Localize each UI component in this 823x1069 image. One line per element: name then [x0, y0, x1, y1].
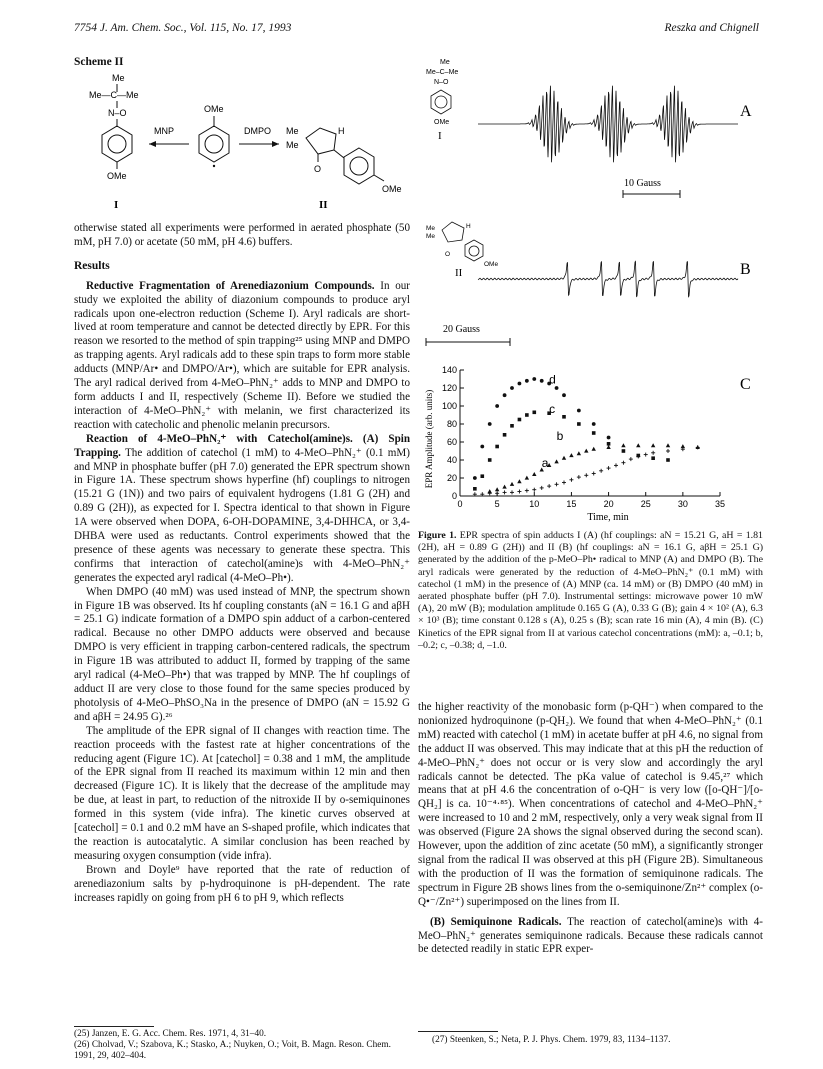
- spectrum-b-trace: [478, 261, 738, 296]
- scheme-ome-left: OMe: [107, 171, 127, 181]
- fig-struct-ome-b: OMe: [484, 261, 499, 268]
- data-point-c: [636, 454, 640, 458]
- data-point-d: [607, 436, 611, 440]
- data-point-b: [636, 443, 640, 447]
- chart-y-tick-label: 60: [446, 437, 457, 447]
- data-point-d: [540, 379, 544, 383]
- scheme-structures: [74, 48, 424, 218]
- series-label-c: c: [549, 402, 556, 417]
- series-label-b: b: [556, 429, 564, 444]
- scheme-ome-center: OMe: [204, 104, 224, 114]
- scheme-o: O: [314, 164, 322, 174]
- caption-body: EPR spectra of spin adducts I (A) (hf couplings: aN = 15.21 G, aH = 1.81 (2H), aH = 0.89 G (2H)) and II (B) (hf couplings: aN = 16.1 G, aβH = 25.1 G) generated by the addition of the p-MeO–Ph• radical to MNP (A) and DMPO (B). The aryl radicals were generated by the reduction of 4-MeO–PhN₂⁺ (0.1 mM) with catechol (1 mM) in the presence of (A) MNP (ca. 14 mM) or (B) DMPO (40 mM) in aerated phosphate buffer (pH 7.0). Instrumental settings: microwave power 10 mW (A), 20 mW (B); modulation amplitude 0.165 G (A), 0.33 G (B); gain 4 × 10² (A), 6.3 × 10³ (B); time constant 0.128 s (A), 0.25 s (B); scan rate 16 min (A), 4 min (B). (C) Kinetics of the EPR signal from II at various catechol concentrations (mM): a, –0.1; b, –0.2; c, –0.38; d, –1.0.: [418, 530, 763, 651]
- data-point-c: [518, 418, 522, 422]
- paragraph-catechol-reaction: [74, 433, 410, 586]
- data-point-c: [562, 415, 566, 419]
- data-point-b: [525, 476, 529, 480]
- paragraph-amplitude: The amplitude of the EPR signal of II changes with reaction time. The reaction proceeds with the fastest rate at higher concentrations of the reducing agent (Figure 1C). At [catechol] = 0.38 and 1 mM, the amplitude of the EPR signal from II reached its maximum within 12 min and then decreased (Figure 1C). It is likely that the decrease of the amplitude may be due, at least in part, to reduction of the nitroxide II by o-semiquinones formed in this system (vide infra). The kinetic curves observed at [catechol] = 0.1 and 0.2 mM have an S-shaped profile, which indicates that the reaction is autocatalytic. A similar conclusion has been reached by measuring oxygen consumption (vide infra).: [74, 724, 410, 862]
- figure-structure-i: [426, 59, 458, 142]
- footnote-25: (25) Janzen, E. G. Acc. Chem. Res. 1971, 4, 31–40.: [74, 1029, 267, 1039]
- paragraph-dmpo: When DMPO (40 mM) was used instead of MNP, the spectrum shown in Figure 1B was observed. Its hf coupling constants (aN = 16.1 G and aβH = 25.1 G) indicate formation of a DMPO spin adduct of a carbon-centered radical. Because no other DMPO adducts were observed and because DMPO is very efficient in trapping carbon-centered radicals, the spectrum in Figure 1B was attributed to adduct II, formed by trapping of the same aryl radical (4-MeO–Ph•) that was trapped by MNP. The hf couplings of adduct II are very close to those found for the same species produced by photolysis of 4-MeO–PhSO₃Na in the presence of DMPO (aN = 15.92 G and aβH = 24.95 G).²⁶: [74, 585, 410, 723]
- data-point-d: [577, 409, 581, 413]
- chart-x-tick-label: 20: [603, 499, 614, 509]
- scheme-nitroxide: N–O: [108, 108, 127, 118]
- series-label-a: a: [541, 456, 549, 471]
- data-point-d: [495, 404, 499, 408]
- data-point-b: [554, 459, 558, 463]
- data-point-b: [651, 443, 655, 447]
- data-point-c: [622, 449, 626, 453]
- data-point-c: [503, 433, 507, 437]
- scheme-me-c-me: Me—C—Me: [89, 90, 139, 100]
- chart-y-tick-label: 0: [451, 491, 457, 501]
- fig-struct-me-b: Me: [426, 225, 436, 232]
- data-point-d: [480, 445, 484, 449]
- data-point-d: [518, 382, 522, 386]
- data-point-d: [473, 476, 477, 480]
- data-point-b: [510, 482, 514, 486]
- figure-1: [418, 44, 763, 524]
- figure-structure-ii: [426, 222, 498, 279]
- chart-y-tick-label: 100: [441, 401, 457, 411]
- data-point-d: [488, 422, 492, 426]
- chart-y-tick-label: 140: [441, 365, 457, 375]
- scheme-title: Scheme II: [74, 56, 124, 68]
- fig-struct-label-ii: II: [455, 267, 463, 279]
- data-point-c: [666, 458, 670, 462]
- fig-struct-label-i: I: [438, 130, 442, 142]
- chart-y-tick-label: 80: [446, 419, 457, 429]
- fig-struct-me-b2: Me: [426, 233, 436, 240]
- scheme-dmpo-label: DMPO: [244, 126, 271, 136]
- paragraph-brown-doyle: Brown and Doyle⁹ have reported that the rate of reduction of arenediazonium salts by p-hydroquinone is pH-dependent. The rate increases rapidly on going from pH 6 to pH 9, which reflects: [74, 863, 410, 904]
- footnote-27: (27) Steenken, S.; Neta, P. J. Phys. Chem. 1979, 83, 1134–1137.: [432, 1035, 671, 1045]
- spectrum-a-label: A: [740, 103, 752, 120]
- data-point-b: [562, 456, 566, 460]
- spectrum-b-label: B: [740, 261, 751, 278]
- data-point-b: [502, 485, 506, 489]
- footnotes-left: [74, 1029, 410, 1062]
- data-point-d: [562, 393, 566, 397]
- chart-c-label: C: [740, 376, 751, 393]
- running-header-left: 7754 J. Am. Chem. Soc., Vol. 115, No. 17, 1993: [74, 22, 292, 34]
- data-point-b: [517, 479, 521, 483]
- data-point-c: [480, 474, 484, 478]
- data-point-b: [584, 449, 588, 453]
- spectrum-a: [478, 86, 752, 198]
- chart-x-tick-label: 5: [494, 499, 500, 509]
- scheme-h: H: [338, 126, 345, 136]
- results-heading: Results: [74, 259, 110, 272]
- data-point-b: [621, 443, 625, 447]
- chart-marks: [442, 365, 725, 509]
- footnote-26: (26) Cholvad, V.; Szabova, K.; Stasko, A.; Nuyken, O.; Voit, B. Magn. Reson. Chem. 1991, 29, 402–404.: [74, 1040, 391, 1061]
- data-point-c: [495, 445, 499, 449]
- scheme-label-ii: II: [319, 199, 328, 211]
- fig-struct-me-c-me: Me–C–Me: [426, 69, 459, 76]
- fig-struct-ome: OMe: [434, 119, 450, 126]
- scheme-ii: [74, 48, 424, 218]
- scale-b-label: 20 Gauss: [443, 324, 480, 335]
- spectrum-b: [426, 261, 751, 346]
- data-point-b: [495, 487, 499, 491]
- paragraph-semiquinone: [418, 916, 763, 958]
- scheme-label-i: I: [114, 199, 119, 211]
- data-point-d: [510, 386, 514, 390]
- scheme-me2: Me: [286, 126, 299, 136]
- chart-x-axis-label: Time, min: [587, 512, 629, 523]
- fig-struct-o: O: [445, 251, 451, 258]
- chart-x-tick-label: 25: [640, 499, 651, 509]
- data-point-c: [473, 487, 477, 491]
- data-point-c: [607, 442, 611, 446]
- data-point-b: [569, 453, 573, 457]
- fig-struct-no: N–O: [434, 79, 449, 86]
- data-point-c: [525, 413, 529, 417]
- data-point-d: [592, 422, 596, 426]
- data-point-d: [555, 386, 559, 390]
- data-point-c: [651, 456, 655, 460]
- chart-x-tick-label: 0: [457, 499, 463, 509]
- chart-y-tick-label: 120: [441, 383, 457, 393]
- figure-1-graphics: [418, 44, 763, 524]
- data-point-b: [592, 447, 596, 451]
- footnote-rule-left: [74, 1026, 154, 1027]
- data-point-b: [577, 451, 581, 455]
- paragraph-body: The addition of catechol (1 mM) to 4-MeO–PhN₂⁺ (0.1 mM) and MNP in phosphate buffer (pH 7.0) generated the EPR spectrum shown in Figure 1A. These spectrum shows hyperfine (hf) couplings to nitrogen (15.21 G (1N)) and two pairs of equivalent hydrogens (1.81 G (2H) and 0.89 G (2H)), as expected for I. Spectra identical to that shown in Figure 1A were observed when DOPA, 6-OH-DOPAMINE, 3,4-DHHCA, or 3,4-DHBA were used as reductants. Control experiments showed that the presence of these agents was necessary to generate these spectra. This confirms that interaction of catechol(amine)s with 4-MeO–PhN₂⁺ generates the expected aryl radical (4-MeO–Ph•).: [74, 446, 410, 584]
- paragraph-reductive-fragmentation: [74, 280, 410, 433]
- chart-x-tick-label: 15: [566, 499, 577, 509]
- left-column: [74, 222, 410, 906]
- data-point-c: [532, 411, 536, 415]
- data-point-b: [681, 444, 685, 448]
- data-point-c: [510, 424, 514, 428]
- data-point-c: [488, 458, 492, 462]
- caption-title: Figure 1.: [418, 530, 457, 541]
- chart-y-tick-label: 40: [446, 455, 457, 465]
- spectrum-a-trace: [478, 86, 738, 163]
- series-label-d: d: [549, 372, 556, 387]
- scheme-me: Me: [112, 73, 125, 83]
- chart-y-axis-label: EPR Amplitude (arb. units): [424, 389, 434, 489]
- paragraph-body: In our study we exploited the ability of diazonium compounds to produce aryl radicals upon one-electron reduction (Scheme I). Aryl radicals are short-lived at room temperature and cannot be detected directly by EPR. For this reason we resorted to the method of spin trapping²⁵ using MNP and DMPO as trapping agents. Aryl radicals add to these spin traps to form more stable adducts (MNP/Ar• and DMPO/Ar•), which are suitable for EPR analysis. The aryl radical derived from 4-MeO–PhN₂⁺ adds to MNP and DMPO to form adducts I and II, respectively (Scheme II). Before we studied the interaction of 4-MeO–PhN₂⁺ with melanin, we first characterized its reaction with catecholic and phenolic melanin precursors.: [74, 279, 410, 431]
- scheme-mnp-label: MNP: [154, 126, 174, 136]
- right-column: [418, 701, 763, 957]
- paragraph-title: (B) Semiquinone Radicals.: [430, 915, 562, 928]
- scale-a-label: 10 Gauss: [624, 178, 661, 189]
- data-point-b: [488, 489, 492, 493]
- data-point-d: [532, 377, 536, 381]
- data-point-b: [532, 472, 536, 476]
- chart-x-tick-label: 35: [714, 499, 726, 509]
- paragraph-monobasic: the higher reactivity of the monobasic form (p-QH⁻) when compared to the nonionized hydroquinone (p-QH₂). We found that when 4-MeO–PhN₂⁺ (0.1 mM) reacted with catechol (1 mM) in acetate buffer at pH 4.6, no signal from the adduct II was observed. This may indicate that at this pH the reduction of 4-MeO–PhN₂⁺ does not occur or is very slow and accordingly the aryl radicals cannot be detected. The pKa value of catechol is 9.45,²⁷ which means that at pH 4.6 the concentration of o-QH⁻ is very low ([o-QH⁻]/[o-QH₂] is ca. 10⁻⁴·⁸⁵). When concentrations of catechol and 4-MeO–PhN₂⁺ were increased to 10 and 2 mM, respectively, only a very weak signal from II was observed (Figure 2A shows the signal observed during the second scan). However, upon the addition of zinc acetate (50 mM), a significantly stronger signal from the radical II was observed at this pH (Figure 2B). Simultaneous with the production of II was the formation of semiquinone radicals. The spectrum in Figure 2B shows lines from the o-semiquinone/Zn²⁺ complex (o-Q•⁻/Zn²⁺) superimposed on the lines from II.: [418, 701, 763, 908]
- paragraph-title: Reaction of 4-MeO–PhN₂⁺ with Catechol(amine)s. (A) Spin Trapping.: [74, 432, 410, 459]
- kinetics-chart: [424, 365, 751, 523]
- footnote-rule-right: [418, 1031, 498, 1032]
- running-header-right: Reszka and Chignell: [664, 22, 759, 34]
- fig-struct-h: H: [466, 223, 471, 230]
- chart-y-tick-label: 20: [446, 473, 457, 483]
- chart-x-tick-label: 30: [677, 499, 688, 509]
- data-point-c: [592, 431, 596, 435]
- scheme-ome-right: OMe: [382, 184, 402, 194]
- paragraph-body: The reaction of catechol(amine)s with 4-MeO–PhN₂⁺ generates semiquinone radicals. Because these radicals cannot be detected readily in static EPR exper-: [418, 915, 763, 956]
- data-point-d: [525, 379, 529, 383]
- fig-struct-me: Me: [440, 59, 450, 66]
- chart-x-tick-label: 10: [529, 499, 540, 509]
- data-point-c: [577, 422, 581, 426]
- data-point-b: [666, 443, 670, 447]
- scheme-me3: Me: [286, 140, 299, 150]
- paragraph-title: Reductive Fragmentation of Arenediazonium Compounds.: [86, 279, 375, 292]
- figure-caption: [418, 530, 763, 652]
- intro-paragraph: otherwise stated all experiments were performed in aerated phosphate (50 mM, pH 7.0) or acetate (50 mM, pH 4.6) buffers.: [74, 222, 410, 248]
- data-point-d: [503, 393, 507, 397]
